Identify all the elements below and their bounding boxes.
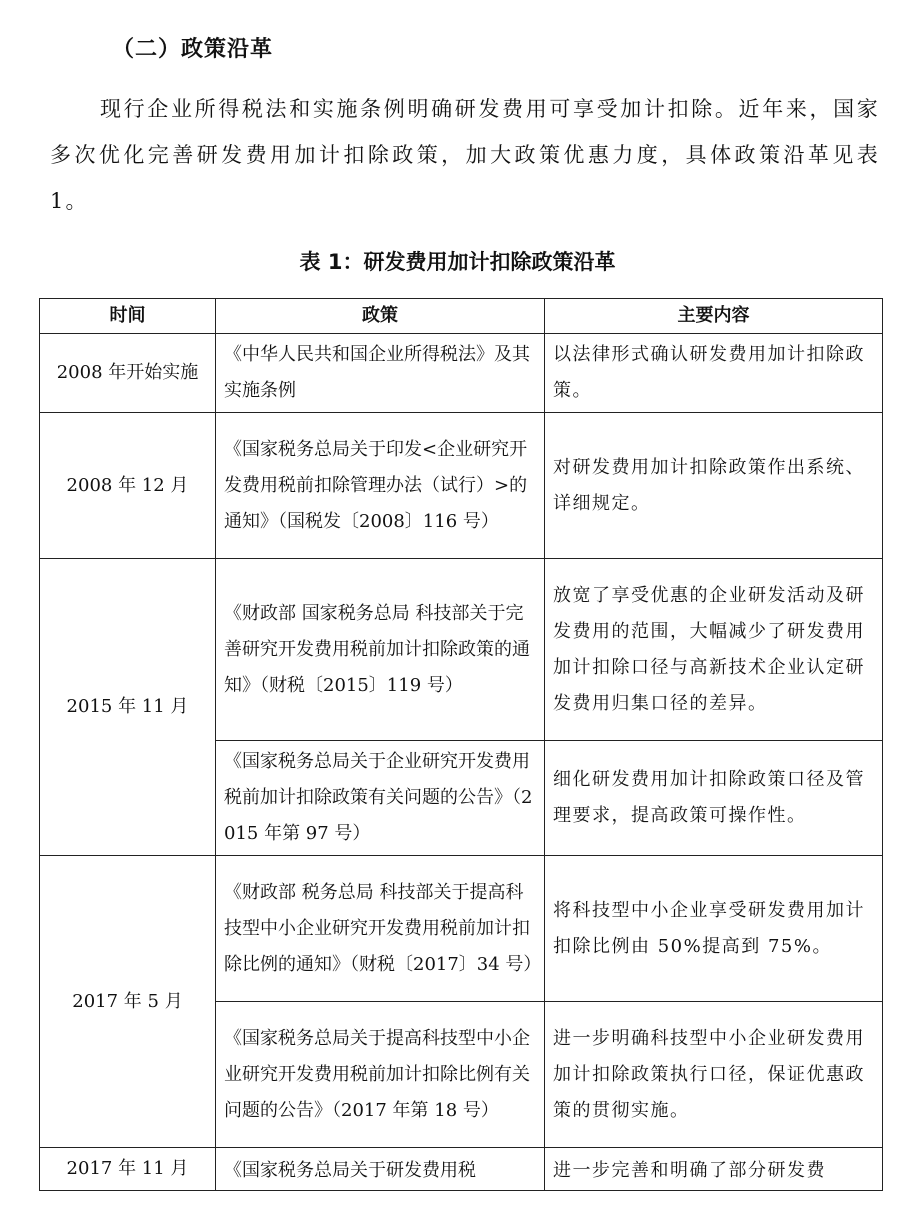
cell-content: 以法律形式确认研发费用加计扣除政策。 <box>545 334 883 413</box>
cell-content: 对研发费用加计扣除政策作出系统、详细规定。 <box>545 413 883 559</box>
cell-policy: 《财政部 税务总局 科技部关于提高科技型中小企业研究开发费用税前加计扣除比例的通知》（财税〔2017〕34 号） <box>216 856 545 1002</box>
intro-paragraph: 现行企业所得税法和实施条例明确研发费用可享受加计扣除。近年来，国家多次优化完善研发费用加计扣除政策，加大政策优惠力度，具体政策沿革见表 1。 <box>50 97 880 213</box>
cell-policy: 《国家税务总局关于印发<企业研究开发费用税前扣除管理办法（试行）>的通知》（国税发〔2008〕116 号） <box>216 413 545 559</box>
section-heading: （二）政策沿革 <box>112 37 274 62</box>
cell-time: 2008 年开始实施 <box>40 334 216 413</box>
table-title: 表 1：研发费用加计扣除政策沿革 <box>299 250 616 274</box>
cell-time: 2008 年 12 月 <box>40 413 216 559</box>
table-row <box>40 1148 883 1191</box>
table-row <box>40 334 883 413</box>
cell-policy: 《财政部 国家税务总局 科技部关于完善研究开发费用税前加计扣除政策的通知》（财税〔2015〕119 号） <box>216 559 545 741</box>
cell-policy: 《中华人民共和国企业所得税法》及其实施条例 <box>216 334 545 413</box>
cell-policy: 《国家税务总局关于研发费用税 <box>216 1148 545 1191</box>
cell-content: 进一步完善和明确了部分研发费 <box>545 1148 883 1191</box>
cell-policy: 《国家税务总局关于提高科技型中小企业研究开发费用税前加计扣除比例有关问题的公告》（2017 年第 18 号） <box>216 1002 545 1148</box>
cell-policy: 《国家税务总局关于企业研究开发费用税前加计扣除政策有关问题的公告》（2015 年第 97 号） <box>216 741 545 856</box>
header-policy: 政策 <box>216 299 545 334</box>
table-row <box>40 856 883 1002</box>
cell-content: 将科技型中小企业享受研发费用加计扣除比例由 50%提高到 75%。 <box>545 856 883 1002</box>
cell-content: 放宽了享受优惠的企业研发活动及研发费用的范围，大幅减少了研发费用加计扣除口径与高新技术企业认定研发费用归集口径的差异。 <box>545 559 883 741</box>
cell-content: 进一步明确科技型中小企业研发费用加计扣除政策执行口径，保证优惠政策的贯彻实施。 <box>545 1002 883 1148</box>
cell-time: 2017 年 5 月 <box>40 856 216 1148</box>
header-time: 时间 <box>40 299 216 334</box>
cell-content: 细化研发费用加计扣除政策口径及管理要求，提高政策可操作性。 <box>545 741 883 856</box>
cell-time: 2017 年 11 月 <box>40 1148 216 1191</box>
table-row <box>40 559 883 741</box>
header-content: 主要内容 <box>545 299 883 334</box>
policy-history-table <box>39 298 883 1191</box>
table-header-row <box>40 299 883 334</box>
cell-time: 2015 年 11 月 <box>40 559 216 856</box>
table-row <box>40 413 883 559</box>
